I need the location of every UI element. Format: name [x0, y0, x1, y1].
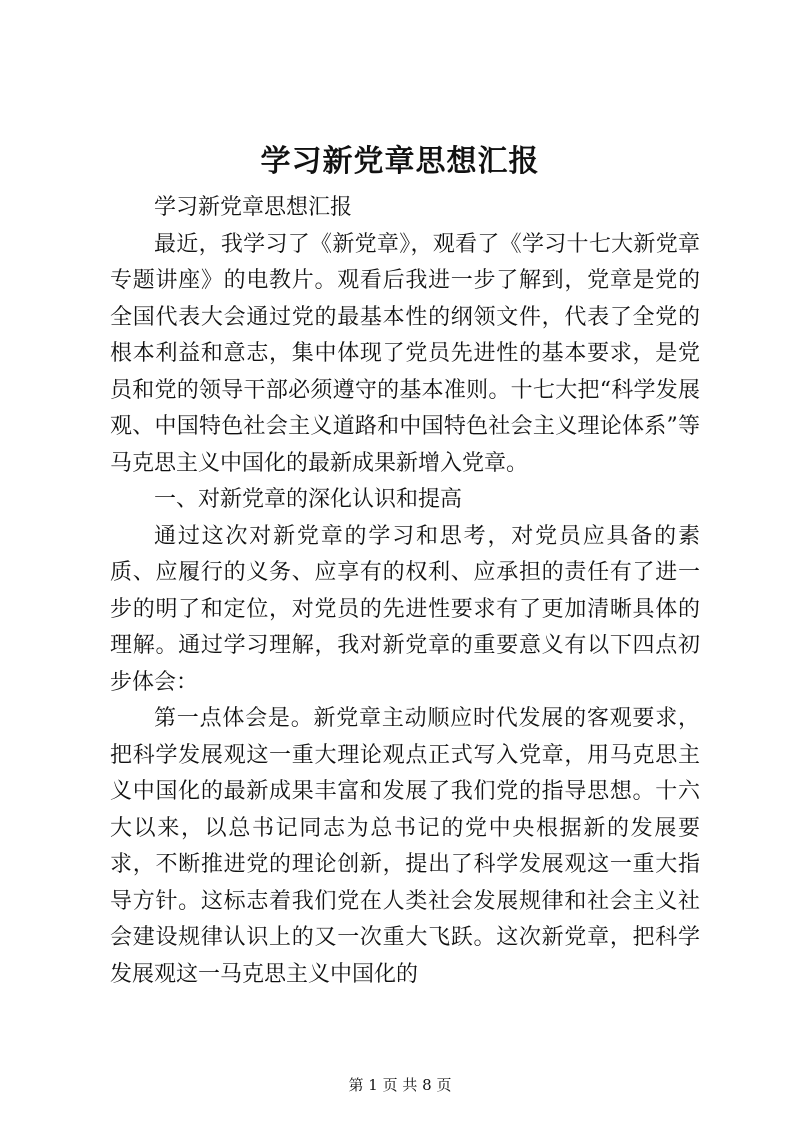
paragraph-understanding: 通过这次对新党章的学习和思考，对党员应具备的素质、应履行的义务、应享有的权利、应承担的责任有了进一步的明了和定位，对党员的先进性要求有了更加清晰具体的理解。通过学习理解，我对新党章的重要意义有以下四点初步体会：	[110, 523, 700, 695]
paragraph-heading: 学习新党章思想汇报	[154, 195, 353, 220]
paragraph-first-insight: 第一点体会是。新党章主动顺应时代发展的客观要求，把科学发展观这一重大理论观点正式写入党章，用马克思主义中国化的最新成果丰富和发展了我们党的指导思想。十六大以来，以总书记同志为总书记的党中央根据新的发展要求，不断推进党的理论创新，提出了科学发展观这一重大指导方针。这标志着我们党在人类社会发展规律和社会主义社会建设规律认识上的又一次重大飞跃。这次新党章，把科学发展观这一马克思主义中国化的	[110, 706, 700, 987]
section-heading-1: 一、对新党章的深化认识和提高	[154, 487, 463, 512]
page-footer: 第 1 页 共 8 页	[348, 1076, 452, 1094]
paragraph-intro: 最近，我学习了《新党章》，观看了《学习十七大新党章专题讲座》的电教片。观看后我进一步了解到，党章是党的全国代表大会通过党的最基本性的纲领文件，代表了全党的根本利益和意志，集中体现了党员先进性的基本要求，是党员和党的领导干部必须遵守的基本准则。十七大把“科学发展观、中国特色社会主义道路和中国特色社会主义理论体系”等马克思主义中国化的最新成果新增入党章。	[110, 231, 700, 476]
document-body	[110, 190, 700, 993]
document-title: 学习新党章思想汇报	[260, 144, 540, 179]
